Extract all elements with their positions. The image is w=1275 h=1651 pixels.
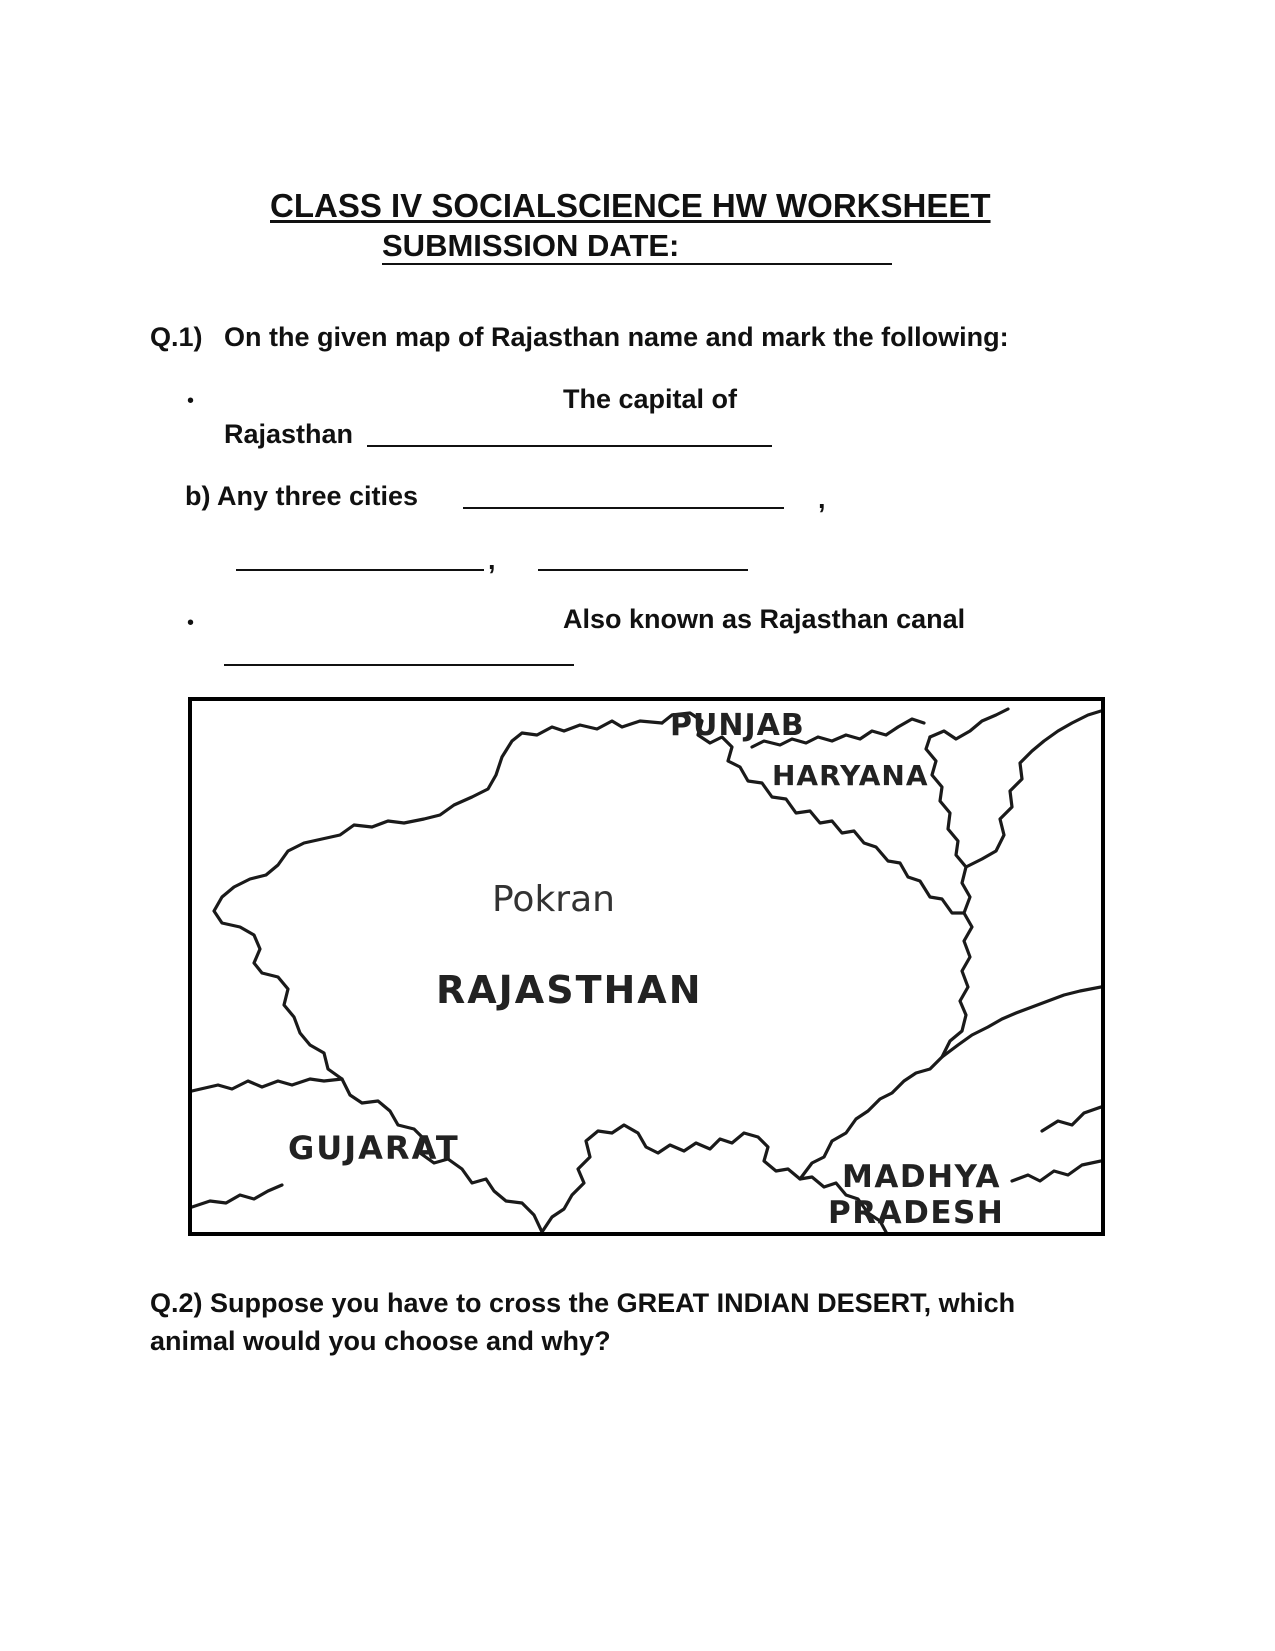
rajasthan-map — [188, 697, 1105, 1236]
map-label-pokran: Pokran — [492, 879, 615, 920]
q1-prompt: On the given map of Rajasthan name and mark the following: — [224, 322, 1009, 352]
city-1-blank[interactable] — [463, 507, 784, 509]
q2-line-2: animal would you choose and why? — [150, 1326, 611, 1356]
bullet-c: • — [187, 612, 195, 634]
comma-1: , — [818, 484, 826, 514]
q1-item-a-text2: Rajasthan — [224, 419, 354, 449]
canal-answer-blank[interactable] — [224, 664, 574, 666]
map-label-pradesh: PRADESH — [828, 1195, 1005, 1231]
worksheet-title: CLASS IV SOCIALSCIENCE HW WORKSHEET — [270, 187, 991, 224]
bullet-a: • — [187, 390, 195, 412]
map-label-rajasthan: RAJASTHAN — [436, 968, 703, 1012]
city-3-blank[interactable] — [538, 569, 748, 571]
q2-line-1: Q.2) Suppose you have to cross the GREAT INDIAN DESERT, which — [150, 1288, 1016, 1318]
punjab-haryana-border — [662, 713, 964, 913]
capital-answer-blank[interactable] — [367, 445, 772, 447]
map-label-madhya: MADHYA — [842, 1159, 1001, 1195]
q1-item-b-text: b) Any three cities — [185, 481, 419, 511]
submission-date-blank[interactable] — [382, 263, 892, 265]
city-2-blank[interactable] — [236, 569, 484, 571]
map-label-haryana: HARYANA — [772, 759, 929, 792]
gujarat-border — [192, 1079, 342, 1091]
submission-date-label: SUBMISSION DATE: — [382, 228, 680, 263]
comma-2: , — [488, 545, 496, 575]
q1-item-c-text: Also known as Rajasthan canal — [563, 604, 966, 634]
q1-number: Q.1) — [150, 322, 203, 352]
map-label-punjab: PUNJAB — [670, 708, 805, 743]
rajasthan-map-svg — [192, 701, 1101, 1232]
q1-item-a-text: The capital of — [563, 384, 738, 414]
map-label-gujarat: GUJARAT — [288, 1129, 460, 1167]
